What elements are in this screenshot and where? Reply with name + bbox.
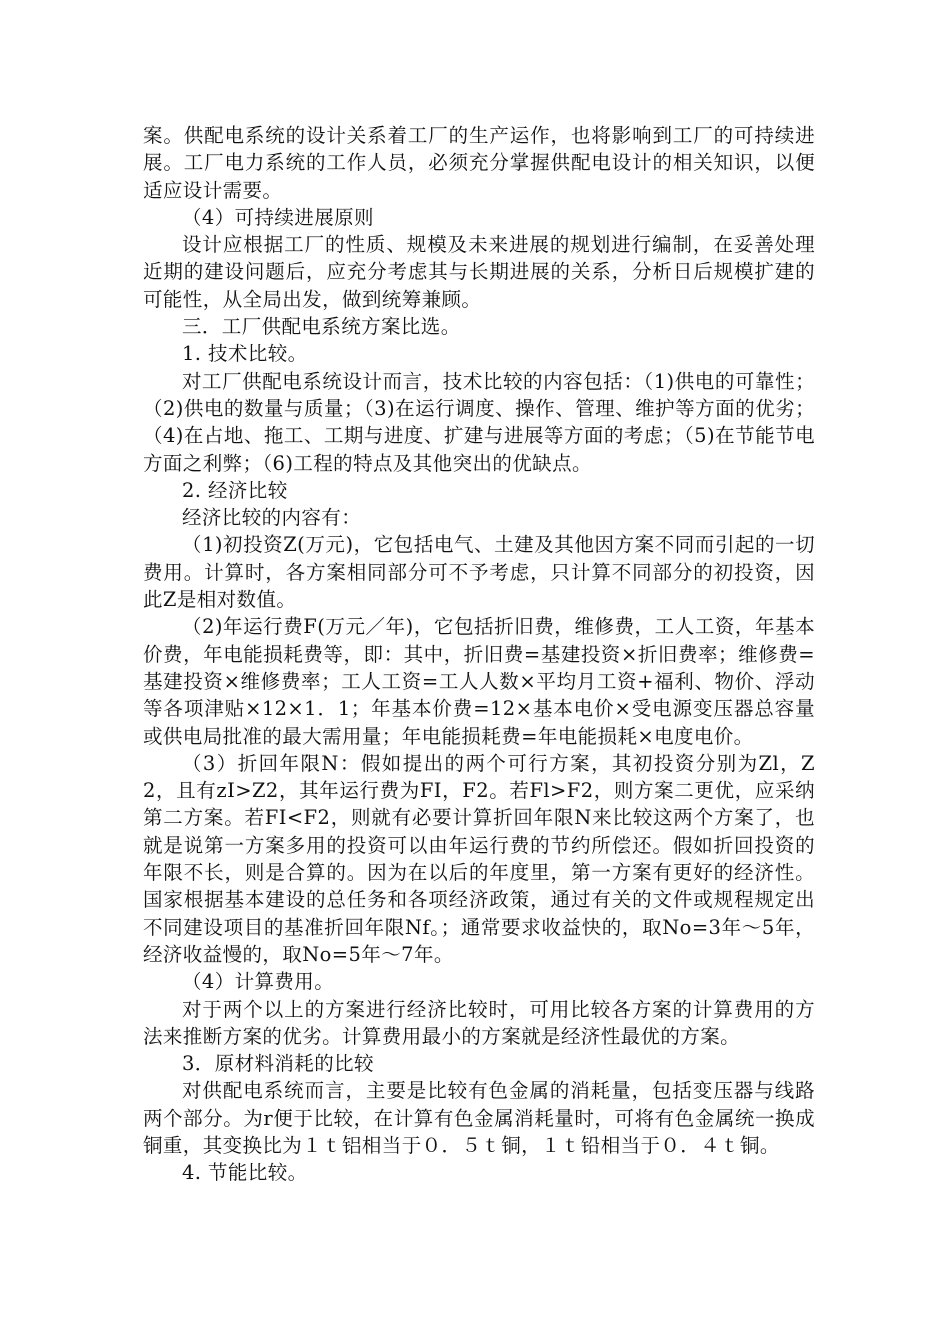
section-heading: （4）计算费用。 [182,970,335,994]
section-heading: 2. 经济比较 [182,478,288,502]
paragraph: 对供配电系统而言，主要是比较有色金属的消耗量，包括变压器与线路两个部分。为r便于比较，在计算有色金属消耗量时，可将有色金属统一换成铜重，其变换比为１ｔ铝相当于０．５ｔ铜，１ｔ铅相当于０．４ｔ铜。 [143,1079,815,1157]
paragraph: （2)年运行费F(万元／年)，它包括折旧费，维修费，工人工资，年基本价费，年电能损耗费等，即：其中，折旧费=基建投资×折旧费率；维修费=基建投资×维修费率；工人工资=工人人数×平均月工资+福利、物价、浮动等各项津贴×12×1．1；年基本价费=12×基本电价×受电源变压器总容量或供电局批准的最大需用量；年电能损耗费=年电能损耗×电度电价。 [143,615,815,748]
paragraph: 案。供配电系统的设计关系着工厂的生产运作，也将影响到工厂的可持续进展。工厂电力系统的工作人员，必须充分掌握供配电设计的相关知识，以便适应设计需要。 [143,124,815,202]
section-heading: 4. 节能比较。 [182,1161,308,1185]
paragraph: （3）折回年限N：假如提出的两个可行方案，其初投资分别为Zl，Z2，且有zI>Z2，其年运行费为FI，F2。若Fl>F2，则方案二更优，应采纳第二方案。若FI<F2，则就有必要计算折回年限N来比较这两个方案了，也就是说第一方案多用的投资可以由年运行费的节约所偿还。假如折回投资的年限不长，则是合算的。因为在以后的年度里，第一方案有更好的经济性。国家根据基本建设的总任务和各项经济政策，通过有关的文件或规程规定出不同建设项目的基准折回年限Nf。；通常要求收益快的，取No=3年～5年，经济收益慢的，取No=5年～7年。 [143,751,815,966]
paragraph: 设计应根据工厂的性质、规模及未来进展的规划进行编制，在妥善处理近期的建设问题后，应充分考虑其与长期进展的关系，分析日后规模扩建的可能性，从全局出发，做到统筹兼顾。 [143,233,815,311]
section-heading: 1. 技术比较。 [182,342,308,366]
paragraph: 经济比较的内容有： [182,506,362,530]
section-heading: 三．工厂供配电系统方案比选。 [182,315,461,339]
section-heading: 3．原材料消耗的比较 [182,1052,374,1076]
paragraph: （1)初投资Z(万元)，它包括电气、土建及其他因方案不同而引起的一切费用。计算时，各方案相同部分可不予考虑，只计算不同部分的初投资，因此Z是相对数值。 [143,533,815,612]
document-body [143,122,815,1187]
paragraph: 对工厂供配电系统设计而言，技术比较的内容包括：（1)供电的可靠性；（2)供电的数量与质量；（3)在运行调度、操作、管理、维护等方面的优劣；（4)在占地、拖工、工期与进度、扩建与进展等方面的考虑；（5)在节能节电方面之利弊；（6)工程的特点及其他突出的优缺点。 [143,369,815,475]
paragraph: 对于两个以上的方案进行经济比较时，可用比较各方案的计算费用的方法来推断方案的优劣。计算费用最小的方案就是经济性最优的方案。 [143,997,815,1048]
section-heading: （4）可持续进展原则 [182,205,374,229]
